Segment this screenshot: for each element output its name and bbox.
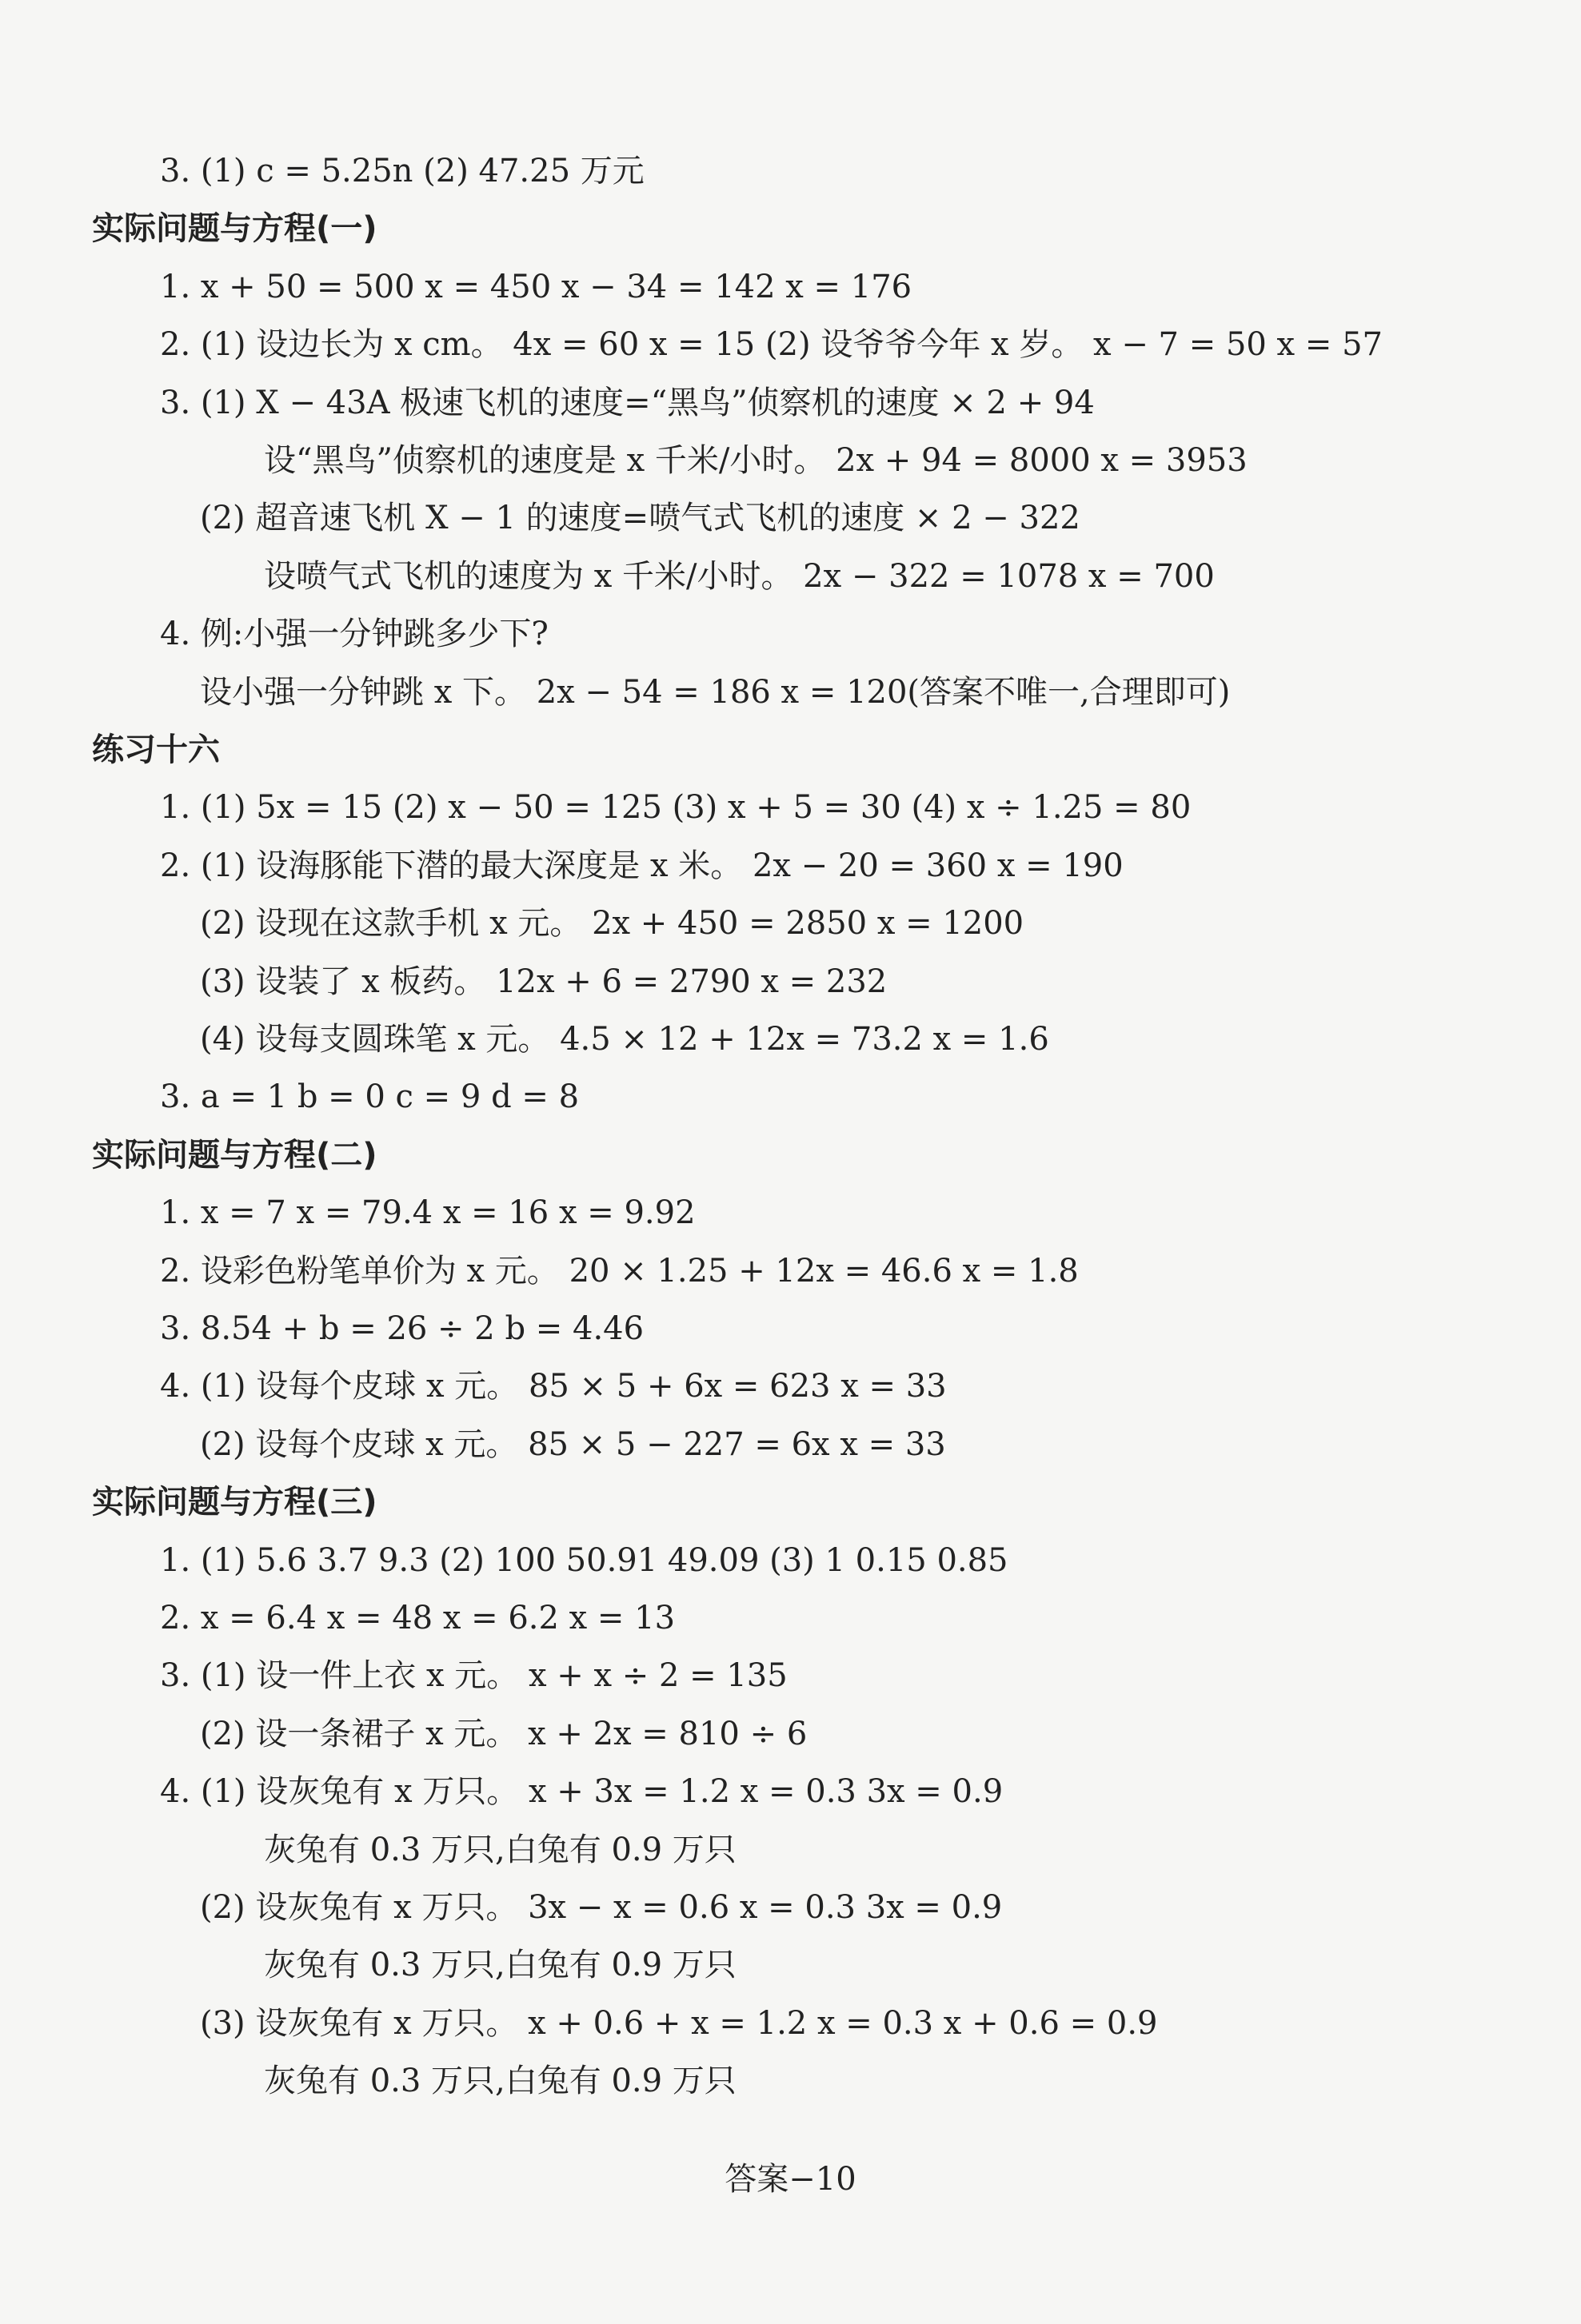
answer-line: (3) 设灰兔有 x 万只。 x + 0.6 + x = 1.2 x = 0.3 x + 0.6 = 0.9 xyxy=(200,2004,1158,2042)
answer-line: 2. 设彩色粉笔单价为 x 元。 20 × 1.25 + 12x = 46.6 x = 1.8 xyxy=(160,1252,1079,1290)
answer-line: 1. (1) 5x = 15 (2) x − 50 = 125 (3) x + 5 = 30 (4) x ÷ 1.25 = 80 xyxy=(160,789,1192,827)
section-heading: 练习十六 xyxy=(92,731,220,768)
answer-line: 1. x = 7 x = 79.4 x = 16 x = 9.92 xyxy=(160,1194,696,1232)
answer-line: 灰兔有 0.3 万只,白兔有 0.9 万只 xyxy=(264,1947,737,1984)
answer-line: 1. (1) 5.6 3.7 9.3 (2) 100 50.91 49.09 (3) 1 0.15 0.85 xyxy=(160,1541,1008,1579)
answer-line: 4. 例:小强一分钟跳多少下? xyxy=(160,616,549,653)
section-heading: 实际问题与方程(三) xyxy=(92,1484,377,1521)
answer-line: 设“黑鸟”侦察机的速度是 x 千米/小时。 2x + 94 = 8000 x = 3953 xyxy=(264,442,1248,479)
answer-line: 4. (1) 设每个皮球 x 元。 85 × 5 + 6x = 623 x = 33 xyxy=(160,1368,947,1405)
answer-line: 4. (1) 设灰兔有 x 万只。 x + 3x = 1.2 x = 0.3 3x = 0.9 xyxy=(160,1773,1004,1811)
answer-line: (2) 设现在这款手机 x 元。 2x + 450 = 2850 x = 1200 xyxy=(200,905,1024,943)
answer-line: (2) 设一条裙子 x 元。 x + 2x = 810 ÷ 6 xyxy=(200,1715,808,1752)
answer-line: 灰兔有 0.3 万只,白兔有 0.9 万只 xyxy=(264,1831,737,1868)
answer-line: 设小强一分钟跳 x 下。 2x − 54 = 186 x = 120(答案不唯一,合理即可) xyxy=(200,673,1231,711)
answer-line: 2. (1) 设边长为 x cm。 4x = 60 x = 15 (2) 设爷爷今年 x 岁。 x − 7 = 50 x = 57 xyxy=(160,326,1383,364)
answer-line: (4) 设每支圆珠笔 x 元。 4.5 × 12 + 12x = 73.2 x = 1.6 xyxy=(200,1021,1049,1058)
answer-line: 3. (1) c = 5.25n (2) 47.25 万元 xyxy=(160,153,645,189)
answer-line: 2. (1) 设海豚能下潜的最大深度是 x 米。 2x − 20 = 360 x = 190 xyxy=(160,847,1124,884)
section-heading: 实际问题与方程(一) xyxy=(92,210,377,248)
answer-line: 灰兔有 0.3 万只,白兔有 0.9 万只 xyxy=(264,2063,737,2100)
answer-line: (2) 设灰兔有 x 万只。 3x − x = 0.6 x = 0.3 3x = 0.9 xyxy=(200,1889,1003,1926)
page-footer: 答案−10 xyxy=(725,2161,856,2198)
answer-line: (3) 设装了 x 板药。 12x + 6 = 2790 x = 232 xyxy=(200,963,888,1000)
answer-line: (2) 超音速飞机 X − 1 的速度=喷气式飞机的速度 × 2 − 322 xyxy=(200,500,1080,537)
answer-line: 3. (1) X − 43A 极速飞机的速度=“黑鸟”侦察机的速度 × 2 + 94 xyxy=(160,384,1095,421)
answer-line: (2) 设每个皮球 x 元。 85 × 5 − 227 = 6x x = 33 xyxy=(200,1425,946,1463)
section-heading: 实际问题与方程(二) xyxy=(92,1136,377,1174)
answer-line: 2. x = 6.4 x = 48 x = 6.2 x = 13 xyxy=(160,1600,676,1636)
answer-line: 3. 8.54 + b = 26 ÷ 2 b = 4.46 xyxy=(160,1310,645,1347)
answer-line: 3. a = 1 b = 0 c = 9 d = 8 xyxy=(160,1078,580,1116)
answer-line: 设喷气式飞机的速度为 x 千米/小时。 2x − 322 = 1078 x = 700 xyxy=(264,557,1215,595)
answer-line: 3. (1) 设一件上衣 x 元。 x + x ÷ 2 = 135 xyxy=(160,1657,788,1695)
answer-line: 1. x + 50 = 500 x = 450 x − 34 = 142 x = 176 xyxy=(160,268,912,305)
